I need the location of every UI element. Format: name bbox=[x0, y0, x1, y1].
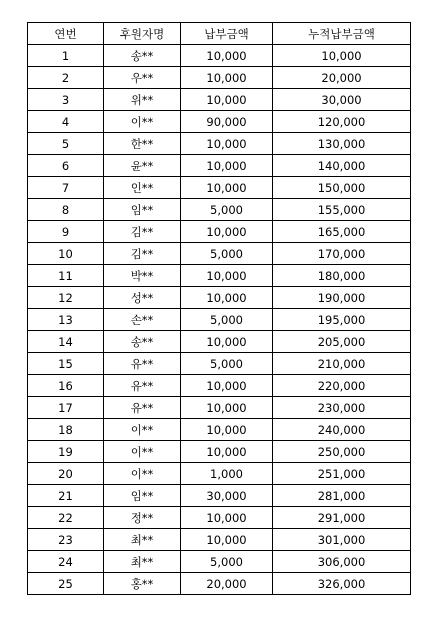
table-row bbox=[28, 287, 411, 309]
cell-donor-name: 최** bbox=[104, 529, 181, 551]
table-row bbox=[28, 529, 411, 551]
cell-donor-name: 한** bbox=[104, 133, 181, 155]
cell-payment-amount: 1,000 bbox=[181, 463, 273, 485]
cell-donor-name: 임** bbox=[104, 485, 181, 507]
cell-payment-amount: 5,000 bbox=[181, 243, 273, 265]
cell-payment-amount: 10,000 bbox=[181, 155, 273, 177]
cell-payment-amount: 10,000 bbox=[181, 287, 273, 309]
cell-cumulative-amount: 130,000 bbox=[273, 133, 411, 155]
cell-payment-amount: 10,000 bbox=[181, 507, 273, 529]
table-row bbox=[28, 155, 411, 177]
cell-cumulative-amount: 250,000 bbox=[273, 441, 411, 463]
table-row bbox=[28, 353, 411, 375]
cell-payment-amount: 10,000 bbox=[181, 397, 273, 419]
table-row bbox=[28, 221, 411, 243]
table-row bbox=[28, 243, 411, 265]
table-body bbox=[28, 45, 411, 595]
cell-donor-name: 우** bbox=[104, 67, 181, 89]
cell-serial-number: 2 bbox=[28, 67, 104, 89]
cell-donor-name: 이** bbox=[104, 111, 181, 133]
cell-donor-name: 김** bbox=[104, 221, 181, 243]
cell-donor-name: 인** bbox=[104, 177, 181, 199]
table-row bbox=[28, 397, 411, 419]
cell-serial-number: 4 bbox=[28, 111, 104, 133]
cell-donor-name: 윤** bbox=[104, 155, 181, 177]
cell-donor-name: 유** bbox=[104, 397, 181, 419]
cell-donor-name: 이** bbox=[104, 463, 181, 485]
cell-payment-amount: 10,000 bbox=[181, 89, 273, 111]
cell-donor-name: 김** bbox=[104, 243, 181, 265]
table-row bbox=[28, 375, 411, 397]
cell-serial-number: 24 bbox=[28, 551, 104, 573]
cell-donor-name: 이** bbox=[104, 419, 181, 441]
cell-cumulative-amount: 155,000 bbox=[273, 199, 411, 221]
header-donor-name: 후원자명 bbox=[104, 23, 181, 45]
cell-donor-name: 손** bbox=[104, 309, 181, 331]
cell-cumulative-amount: 20,000 bbox=[273, 67, 411, 89]
cell-cumulative-amount: 326,000 bbox=[273, 573, 411, 595]
cell-cumulative-amount: 205,000 bbox=[273, 331, 411, 353]
cell-donor-name: 유** bbox=[104, 353, 181, 375]
cell-cumulative-amount: 291,000 bbox=[273, 507, 411, 529]
cell-payment-amount: 10,000 bbox=[181, 441, 273, 463]
cell-cumulative-amount: 281,000 bbox=[273, 485, 411, 507]
cell-serial-number: 6 bbox=[28, 155, 104, 177]
cell-cumulative-amount: 165,000 bbox=[273, 221, 411, 243]
cell-payment-amount: 10,000 bbox=[181, 67, 273, 89]
cell-payment-amount: 10,000 bbox=[181, 419, 273, 441]
header-serial-number: 연번 bbox=[28, 23, 104, 45]
cell-donor-name: 박** bbox=[104, 265, 181, 287]
table-row bbox=[28, 419, 411, 441]
table-row bbox=[28, 507, 411, 529]
cell-payment-amount: 10,000 bbox=[181, 331, 273, 353]
cell-cumulative-amount: 251,000 bbox=[273, 463, 411, 485]
table-row bbox=[28, 177, 411, 199]
cell-donor-name: 성** bbox=[104, 287, 181, 309]
cell-payment-amount: 5,000 bbox=[181, 551, 273, 573]
header-cumulative-amount: 누적납부금액 bbox=[273, 23, 411, 45]
cell-cumulative-amount: 301,000 bbox=[273, 529, 411, 551]
table-row bbox=[28, 89, 411, 111]
cell-serial-number: 7 bbox=[28, 177, 104, 199]
table-row bbox=[28, 265, 411, 287]
table-header bbox=[28, 23, 411, 45]
cell-donor-name: 임** bbox=[104, 199, 181, 221]
cell-payment-amount: 30,000 bbox=[181, 485, 273, 507]
table-row bbox=[28, 573, 411, 595]
donation-table bbox=[27, 22, 411, 595]
cell-payment-amount: 10,000 bbox=[181, 265, 273, 287]
table-row bbox=[28, 331, 411, 353]
cell-cumulative-amount: 220,000 bbox=[273, 375, 411, 397]
cell-cumulative-amount: 195,000 bbox=[273, 309, 411, 331]
cell-cumulative-amount: 210,000 bbox=[273, 353, 411, 375]
table-row bbox=[28, 441, 411, 463]
cell-donor-name: 최** bbox=[104, 551, 181, 573]
table-row bbox=[28, 67, 411, 89]
table-row bbox=[28, 463, 411, 485]
cell-donor-name: 홍** bbox=[104, 573, 181, 595]
cell-donor-name: 유** bbox=[104, 375, 181, 397]
cell-payment-amount: 5,000 bbox=[181, 353, 273, 375]
cell-serial-number: 25 bbox=[28, 573, 104, 595]
cell-cumulative-amount: 150,000 bbox=[273, 177, 411, 199]
cell-serial-number: 12 bbox=[28, 287, 104, 309]
cell-serial-number: 5 bbox=[28, 133, 104, 155]
cell-serial-number: 10 bbox=[28, 243, 104, 265]
header-payment-amount: 납부금액 bbox=[181, 23, 273, 45]
cell-payment-amount: 10,000 bbox=[181, 133, 273, 155]
cell-donor-name: 송** bbox=[104, 45, 181, 67]
cell-serial-number: 16 bbox=[28, 375, 104, 397]
cell-payment-amount: 5,000 bbox=[181, 199, 273, 221]
table-row bbox=[28, 309, 411, 331]
cell-cumulative-amount: 180,000 bbox=[273, 265, 411, 287]
cell-payment-amount: 20,000 bbox=[181, 573, 273, 595]
header-row bbox=[28, 23, 411, 45]
cell-serial-number: 23 bbox=[28, 529, 104, 551]
cell-payment-amount: 5,000 bbox=[181, 309, 273, 331]
cell-serial-number: 14 bbox=[28, 331, 104, 353]
cell-payment-amount: 10,000 bbox=[181, 529, 273, 551]
cell-serial-number: 18 bbox=[28, 419, 104, 441]
cell-serial-number: 21 bbox=[28, 485, 104, 507]
cell-serial-number: 9 bbox=[28, 221, 104, 243]
cell-payment-amount: 10,000 bbox=[181, 45, 273, 67]
table-row bbox=[28, 111, 411, 133]
cell-donor-name: 정** bbox=[104, 507, 181, 529]
cell-cumulative-amount: 140,000 bbox=[273, 155, 411, 177]
cell-payment-amount: 10,000 bbox=[181, 221, 273, 243]
cell-serial-number: 22 bbox=[28, 507, 104, 529]
table-row bbox=[28, 133, 411, 155]
cell-donor-name: 위** bbox=[104, 89, 181, 111]
table-row bbox=[28, 551, 411, 573]
cell-cumulative-amount: 170,000 bbox=[273, 243, 411, 265]
cell-serial-number: 13 bbox=[28, 309, 104, 331]
cell-cumulative-amount: 30,000 bbox=[273, 89, 411, 111]
cell-donor-name: 송** bbox=[104, 331, 181, 353]
cell-donor-name: 이** bbox=[104, 441, 181, 463]
cell-payment-amount: 10,000 bbox=[181, 375, 273, 397]
cell-serial-number: 11 bbox=[28, 265, 104, 287]
cell-cumulative-amount: 190,000 bbox=[273, 287, 411, 309]
cell-serial-number: 1 bbox=[28, 45, 104, 67]
table-row bbox=[28, 485, 411, 507]
table-row bbox=[28, 45, 411, 67]
table-row bbox=[28, 199, 411, 221]
cell-cumulative-amount: 120,000 bbox=[273, 111, 411, 133]
cell-cumulative-amount: 10,000 bbox=[273, 45, 411, 67]
cell-serial-number: 3 bbox=[28, 89, 104, 111]
cell-serial-number: 15 bbox=[28, 353, 104, 375]
cell-payment-amount: 90,000 bbox=[181, 111, 273, 133]
cell-cumulative-amount: 240,000 bbox=[273, 419, 411, 441]
cell-serial-number: 19 bbox=[28, 441, 104, 463]
donation-table-container bbox=[27, 22, 411, 595]
cell-cumulative-amount: 230,000 bbox=[273, 397, 411, 419]
cell-serial-number: 17 bbox=[28, 397, 104, 419]
cell-payment-amount: 10,000 bbox=[181, 177, 273, 199]
cell-serial-number: 8 bbox=[28, 199, 104, 221]
cell-cumulative-amount: 306,000 bbox=[273, 551, 411, 573]
cell-serial-number: 20 bbox=[28, 463, 104, 485]
